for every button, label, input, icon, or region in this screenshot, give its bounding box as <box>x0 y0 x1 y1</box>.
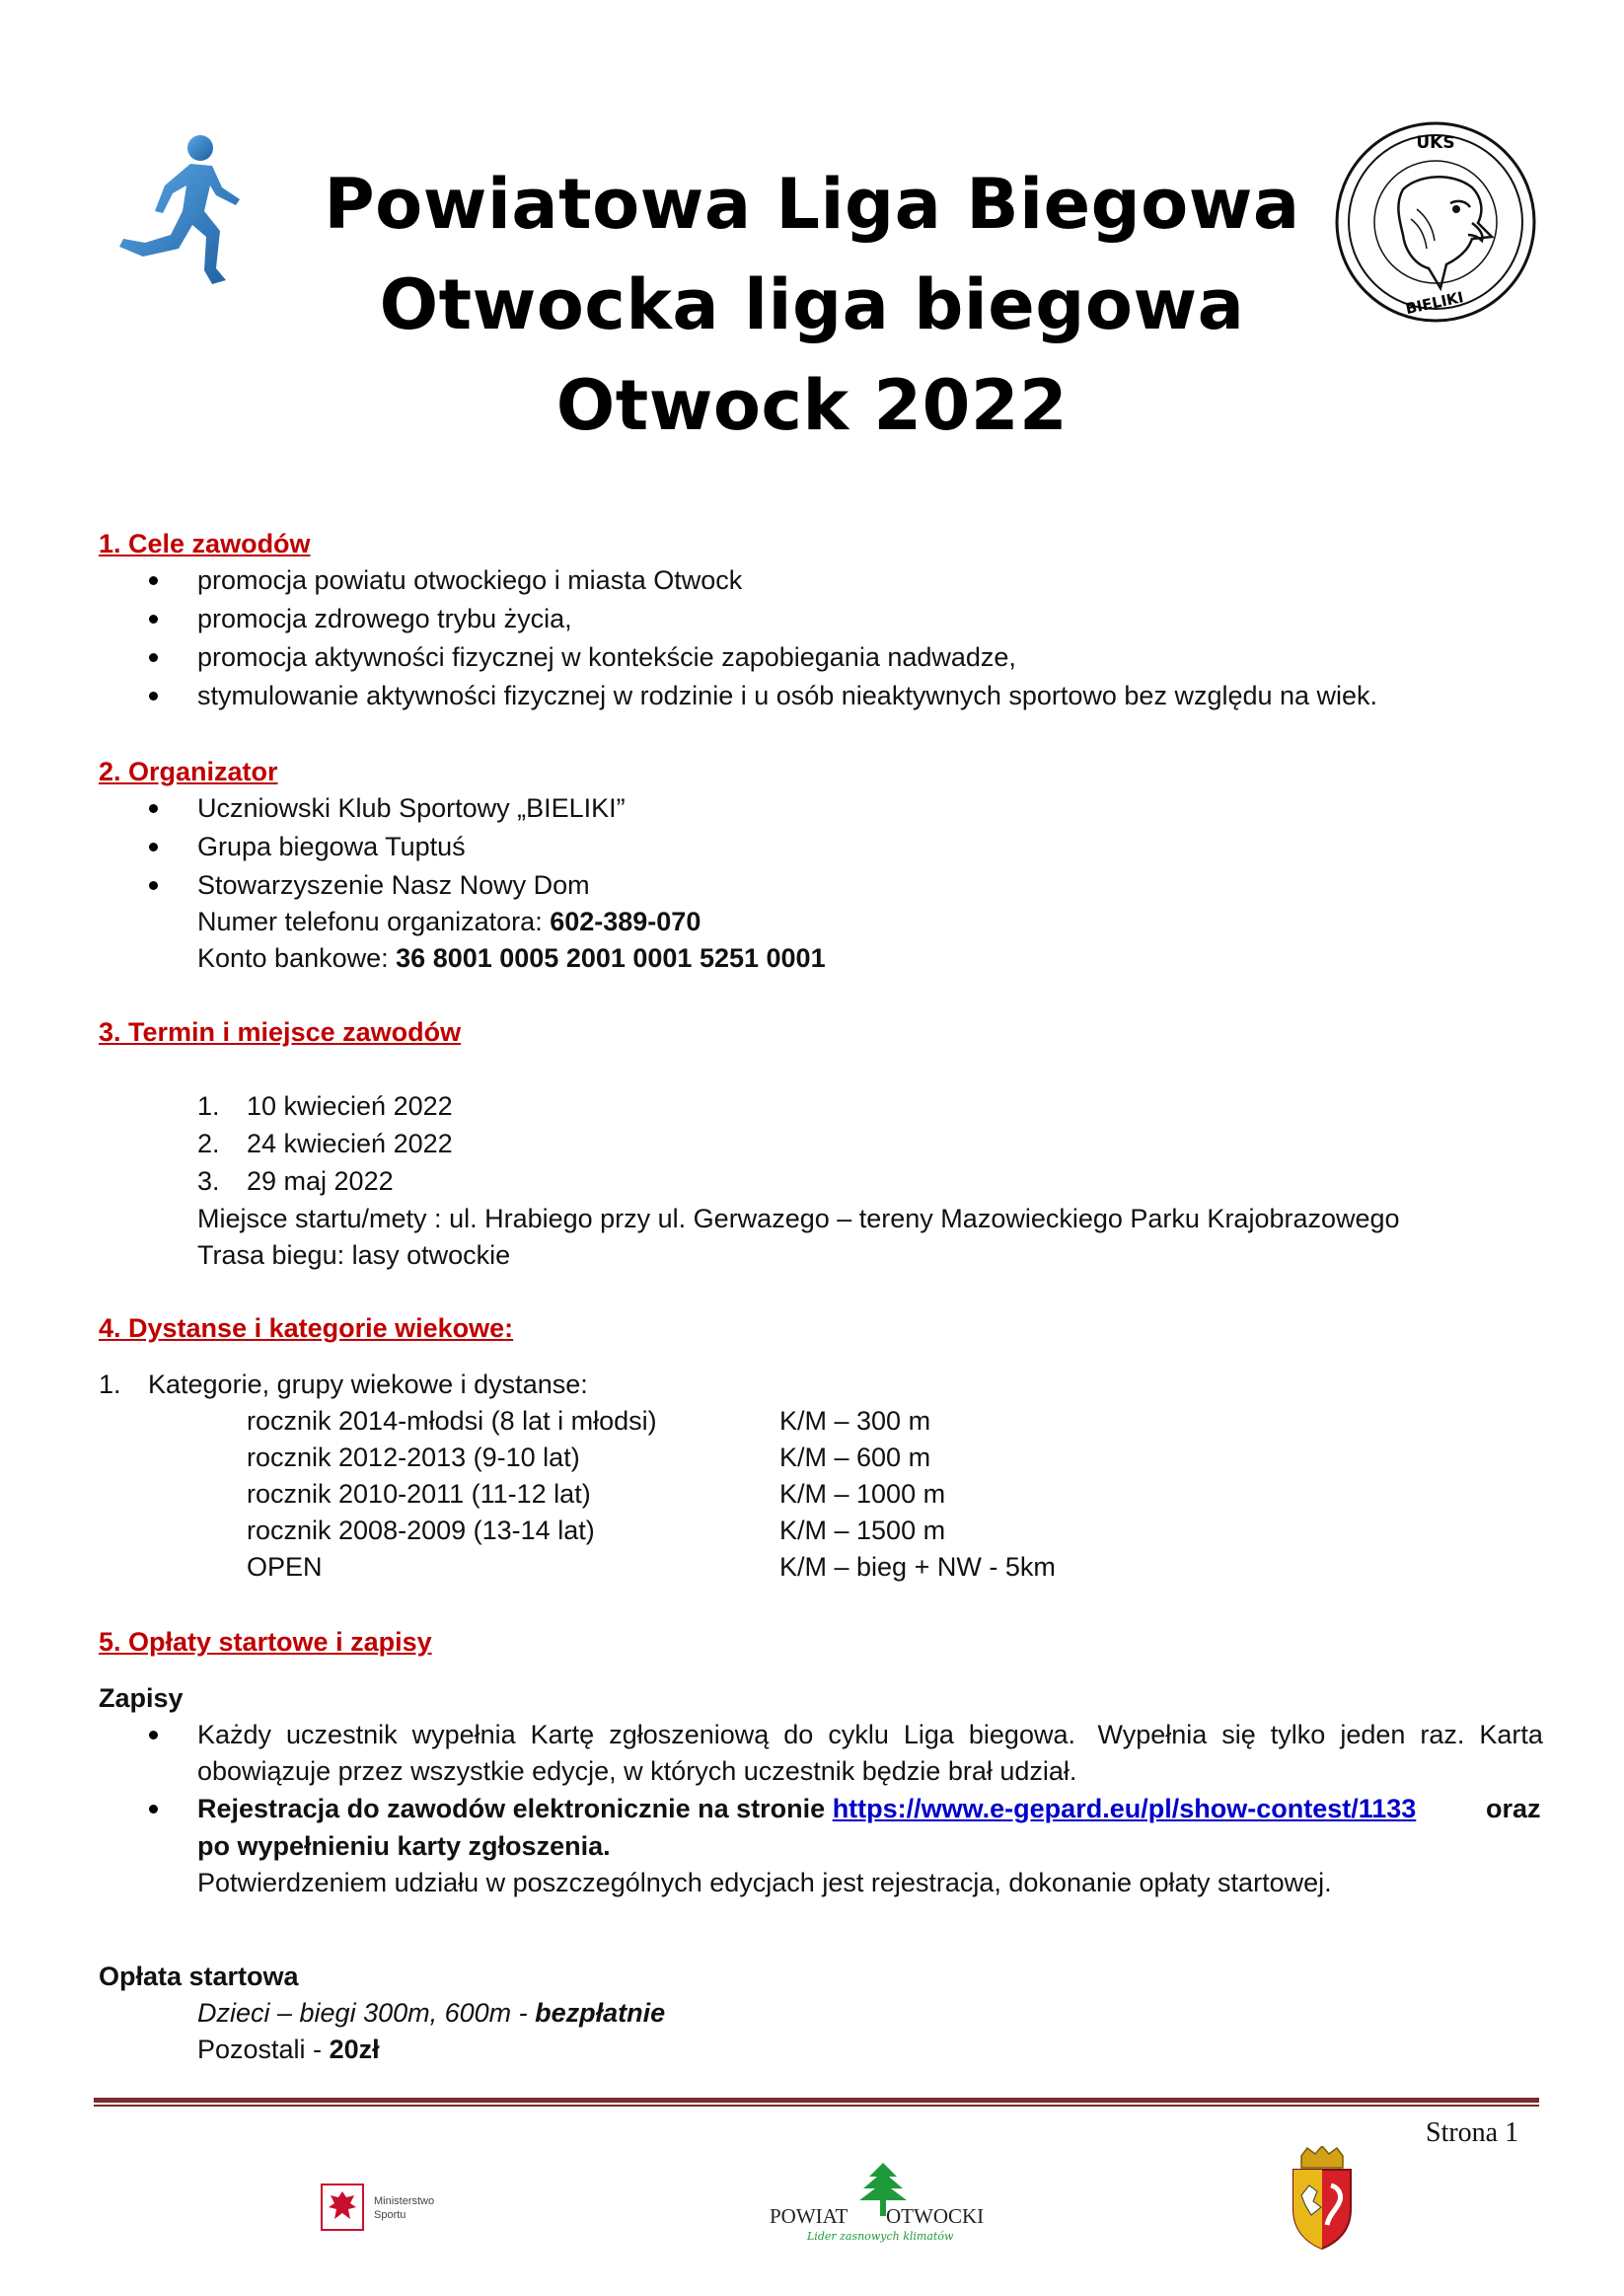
section-4-heading: 4. Dystanse i kategorie wiekowe: <box>99 1313 514 1343</box>
organizer-item: Grupa biegowa Tuptuś <box>197 832 466 861</box>
section-1-heading: 1. Cele zawodów <box>99 529 311 558</box>
organizer-phone <box>197 909 701 935</box>
date-text: 29 maj 2022 <box>247 1166 394 1196</box>
bank-value: 36 8001 0005 2001 0001 5251 0001 <box>396 943 826 973</box>
fee-children <box>197 2000 665 2027</box>
date-number: 2. <box>197 1129 220 1158</box>
page-title-line-2: Otwocka liga biegowa <box>379 264 1245 345</box>
bullet-icon <box>149 843 158 852</box>
category-distance: K/M – 1500 m <box>779 1516 946 1545</box>
category-distance: K/M – 1000 m <box>779 1479 946 1509</box>
bullet-icon <box>149 1731 158 1740</box>
categories-intro-number: 1. <box>99 1370 121 1399</box>
fee-children-value: bezpłatnie <box>535 1998 666 2028</box>
category-group: rocznik 2008-2009 (13-14 lat) <box>247 1516 595 1545</box>
zapisy-bullet-1-line-2: obowiązuje przez wszystkie edycje, w których uczestnik będzie brał udział. <box>197 1756 1077 1786</box>
event-place: Miejsce startu/mety : ul. Hrabiego przy ul. Gerwazego – tereny Mazowieckiego Parku Krajobrazowego <box>197 1204 1400 1233</box>
zapisy-bullet-1-line-1: Każdy uczestnik wypełnia Kartę zgłoszeniową do cyklu Liga biegowa. Wypełnia się tylko jeden raz. Karta <box>197 1720 1543 1749</box>
zapisy-bullet-2-line-1 <box>197 1796 1416 1822</box>
registration-link[interactable]: https://www.e-gepard.eu/pl/show-contest/1133 <box>832 1794 1417 1823</box>
logo-bieliki-text: BIELIKI <box>1403 288 1465 319</box>
section-3-heading: 3. Termin i miejsce zawodów <box>99 1017 462 1047</box>
coat-of-arms-icon <box>1288 2146 1357 2250</box>
otwock-coat-of-arms <box>1288 2146 1357 2250</box>
powiat-right-text: OTWOCKI <box>886 2204 985 2228</box>
category-group: rocznik 2012-2013 (9-10 lat) <box>247 1443 580 1472</box>
section-2-heading: 2. Organizator <box>99 757 278 786</box>
bullet-icon <box>149 692 158 701</box>
category-group: OPEN <box>247 1552 323 1582</box>
ministry-line-1: Ministerstwo <box>374 2195 435 2207</box>
section-1-item: promocja aktywności fizycznej w kontekście zapobiegania nadwadze, <box>197 642 1016 672</box>
page-number: Strona 1 <box>1426 2117 1519 2148</box>
registration-oraz: oraz <box>1486 1794 1541 1823</box>
organizer-bank <box>197 945 826 972</box>
category-group: rocznik 2014-młodsi (8 lat i młodsi) <box>247 1406 657 1436</box>
ministry-logo <box>321 2184 459 2233</box>
date-number: 1. <box>197 1091 220 1121</box>
footer-rule-thin <box>94 2105 1539 2107</box>
powiat-tagline: Lider zasnowych klimatów <box>807 2230 954 2243</box>
bullet-icon <box>149 1805 158 1814</box>
fee-others-value: 20zł <box>329 2035 380 2064</box>
event-route: Trasa biegu: lasy otwockie <box>197 1240 511 1270</box>
categories-intro: Kategorie, grupy wiekowe i dystanse: <box>148 1370 588 1399</box>
powiat-otwocki-logo <box>760 2159 1006 2248</box>
registration-text: Rejestracja do zawodów elektronicznie na stronie <box>197 1794 833 1823</box>
confirmation-text: Potwierdzeniem udziału w poszczególnych edycjach jest rejestracja, dokonanie opłaty startowej. <box>197 1868 1332 1897</box>
bullet-icon <box>149 881 158 890</box>
category-distance: K/M – 600 m <box>779 1443 931 1472</box>
bullet-icon <box>149 615 158 624</box>
ministry-line-2: Sportu <box>374 2209 406 2221</box>
page-title-line-1: Powiatowa Liga Biegowa <box>324 164 1300 245</box>
section-1-item: promocja powiatu otwockiego i miasta Otwock <box>197 565 743 595</box>
footer-rule <box>94 2098 1539 2103</box>
uks-bieliki-logo <box>1334 120 1537 324</box>
bullet-icon <box>149 653 158 662</box>
zapisy-bullet-2-line-2: po wypełnieniu karty zgłoszenia. <box>197 1831 611 1861</box>
eagle-badge-icon <box>1334 120 1537 324</box>
logo-uks-text: UKS <box>1416 133 1455 153</box>
fee-others-label: Pozostali - <box>197 2035 330 2064</box>
powiat-left-text: POWIAT <box>770 2204 849 2228</box>
page-title-line-3: Otwock 2022 <box>555 365 1069 446</box>
polish-eagle-icon <box>321 2184 364 2231</box>
organizer-item: Uczniowski Klub Sportowy „BIELIKI” <box>197 793 626 823</box>
category-group: rocznik 2010-2011 (11-12 lat) <box>247 1479 591 1509</box>
phone-label: Numer telefonu organizatora: <box>197 907 551 936</box>
section-1-item: stymulowanie aktywności fizycznej w rodzinie i u osób nieaktywnych sportowo bez względu na wiek. <box>197 681 1378 710</box>
category-distance: K/M – bieg + NW - 5km <box>779 1552 1056 1582</box>
fee-others <box>197 2037 380 2063</box>
zapisy-heading: Zapisy <box>99 1683 184 1713</box>
fee-heading: Opłata startowa <box>99 1962 299 1991</box>
category-distance: K/M – 300 m <box>779 1406 931 1436</box>
fee-children-label: Dzieci – biegi 300m, 600m - <box>197 1998 536 2028</box>
bullet-icon <box>149 804 158 813</box>
bullet-icon <box>149 576 158 585</box>
organizer-item: Stowarzyszenie Nasz Nowy Dom <box>197 870 590 900</box>
date-text: 24 kwiecień 2022 <box>247 1129 453 1158</box>
bank-label: Konto bankowe: <box>197 943 397 973</box>
section-5-heading: 5. Opłaty startowe i zapisy <box>99 1627 432 1657</box>
phone-value: 602-389-070 <box>550 907 701 936</box>
date-number: 3. <box>197 1166 220 1196</box>
date-text: 10 kwiecień 2022 <box>247 1091 453 1121</box>
section-1-item: promocja zdrowego trybu życia, <box>197 604 572 633</box>
